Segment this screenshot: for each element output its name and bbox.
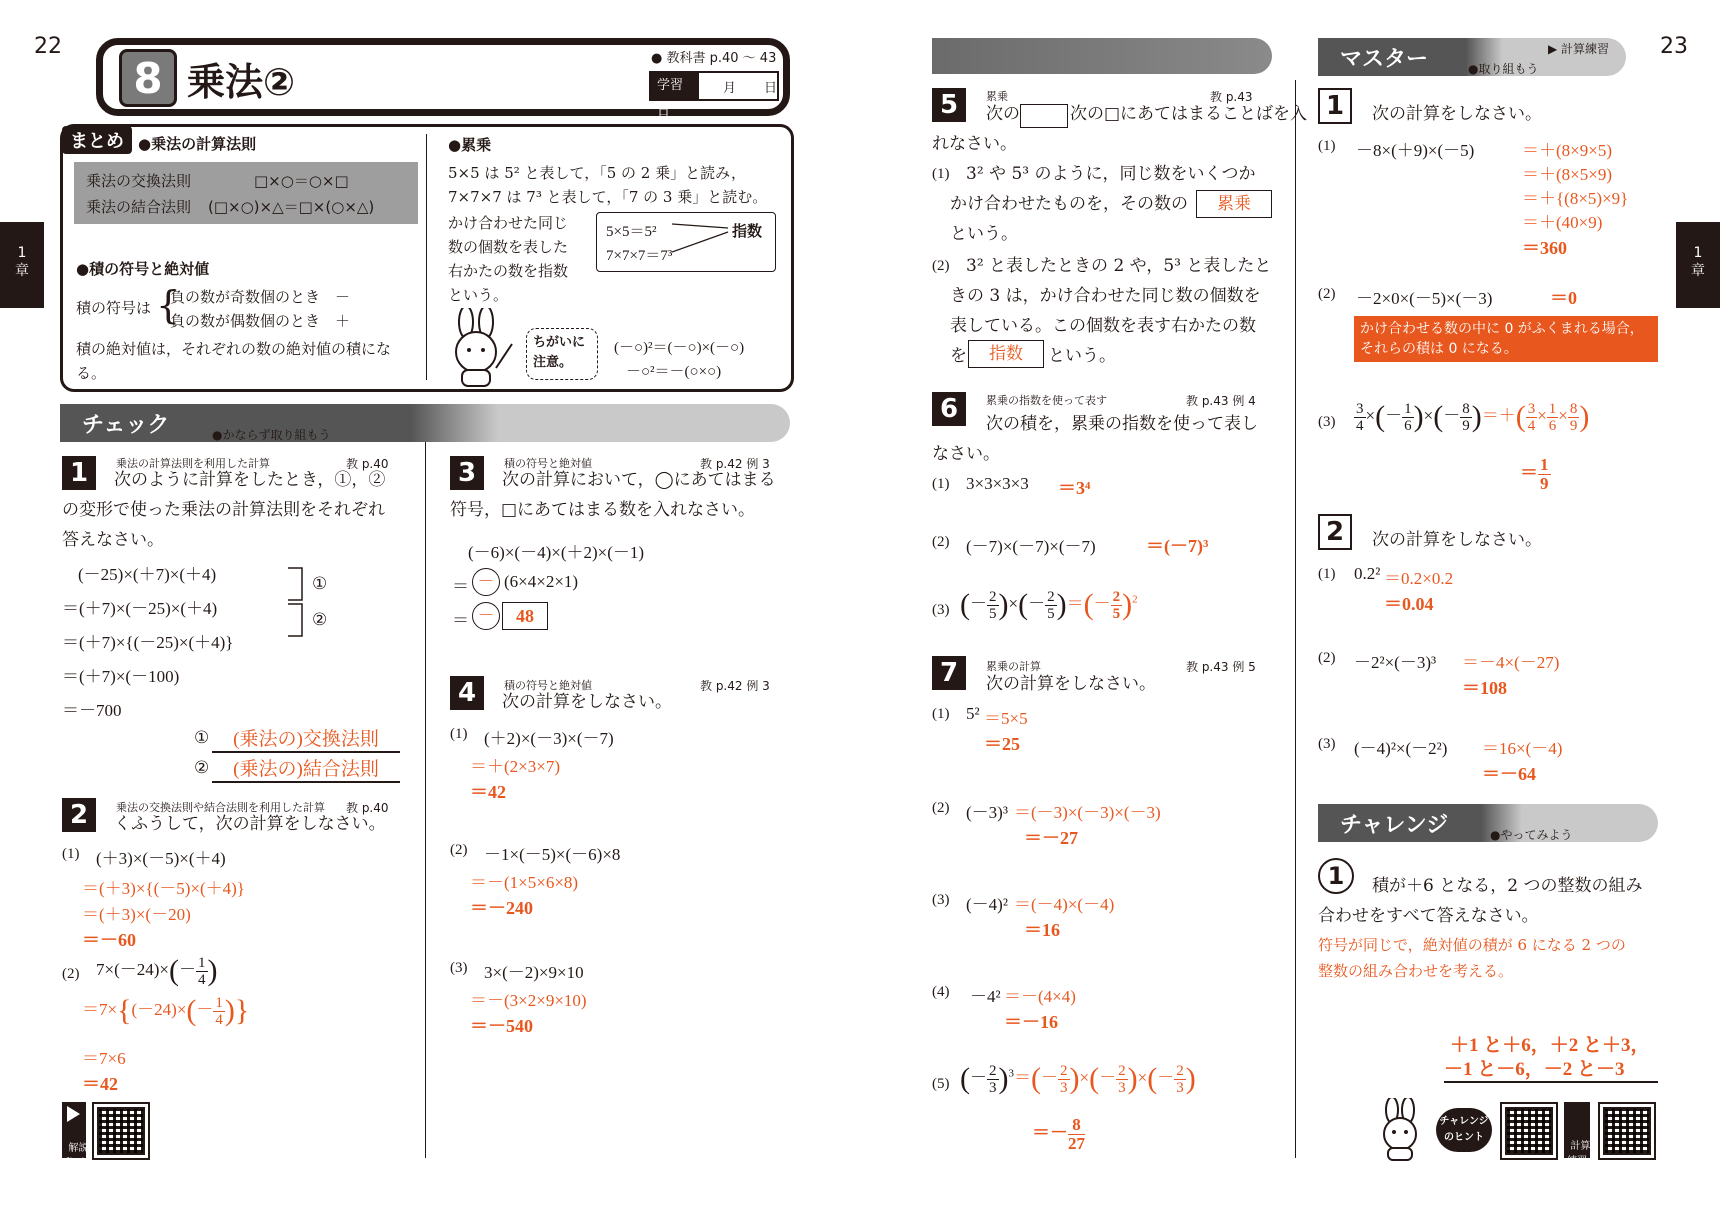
q5-p2-answer: 指数 xyxy=(968,340,1044,368)
master-q2-text: 次の計算をしなさい。 xyxy=(1372,530,1542,550)
master-q2-p1-result: ＝0.04 xyxy=(1384,594,1434,614)
study-date-day: 日 xyxy=(763,80,777,96)
challenge-answer-2: －1 と－6，－2 と－3 xyxy=(1444,1054,1658,1083)
check-q2-p2-step-1-text: ＝7× xyxy=(82,999,118,1019)
check-q3-text-2: 符号，□にあてはまる数を入れなさい。 xyxy=(450,500,756,520)
exponent-label: 指数 xyxy=(732,222,763,240)
master-badge-label: 計算練習 xyxy=(1561,42,1610,56)
check-q1-answer-2: (乗法の)結合法則 xyxy=(212,754,400,783)
master-q1-p1-step-3: ＝＋{(8×5)×9} xyxy=(1522,189,1629,208)
master-q1-p3-label: (3) xyxy=(1318,414,1336,430)
check-q1-tag: 乗法の計算法則を利用した計算 xyxy=(116,457,270,470)
q5-p2-pre: を xyxy=(950,346,967,366)
q7-p1-result: ＝25 xyxy=(984,734,1020,754)
q6-p1-label: (1) xyxy=(932,476,950,492)
practice-label: 計算 練習 xyxy=(1567,1141,1591,1167)
check-q2-p1-step-2: ＝(＋3)×(－20) xyxy=(82,905,191,924)
power-line-5: 右かたの数を指数 xyxy=(448,262,569,280)
q6-p1: 3×3×3×3 xyxy=(966,474,1029,493)
rabbit-mascot-icon xyxy=(446,308,516,388)
lesson-title: 乗法② xyxy=(187,60,296,104)
q5-p2-line-4: という。 xyxy=(1048,346,1116,366)
check-banner xyxy=(60,404,790,442)
sign-odd: 負の数が奇数個のとき － xyxy=(170,288,351,306)
master-q1-p2-label: (2) xyxy=(1318,286,1336,302)
master-q1-p1-step-1: ＝＋(8×9×5) xyxy=(1522,141,1612,160)
master-q2-p2-step: ＝－4×(－27) xyxy=(1462,653,1560,672)
q7-p4-label: (4) xyxy=(932,984,950,1000)
q6-p3-expression: (－ $\frac{2}{5}$ )×(－ $\frac{2}{5}$ )＝(－ $\frac{2}{5}$ )$^2$ xyxy=(960,588,1138,622)
q6-p1-answer: ＝3⁴ xyxy=(1058,478,1091,498)
check-q4-p3-result: ＝－540 xyxy=(470,1016,533,1036)
power-line-3: かけ合わせた同じ xyxy=(448,214,569,232)
study-date-box[interactable] xyxy=(649,71,779,119)
practice-icon[interactable] xyxy=(1564,1102,1591,1167)
q7-p1-label: (1) xyxy=(932,706,950,722)
q6-text-2: なさい。 xyxy=(932,444,1000,464)
note-1: (－○)²＝(－○)×(－○) xyxy=(614,340,745,356)
master-q1-p1: －8×(＋9)×(－5) xyxy=(1356,141,1475,160)
check-q1-ref: 教 p.40 xyxy=(346,457,389,471)
q7-p3-label: (3) xyxy=(932,892,950,908)
q5-ref: 教 p.43 xyxy=(1210,90,1253,104)
q5-text-2: れなさい。 xyxy=(932,134,1017,154)
q5-text-1-pre: 次の xyxy=(986,104,1020,124)
q7-p4: －4² xyxy=(970,987,1001,1006)
lesson-number: 8 xyxy=(119,49,177,107)
check-q1-number: 1 xyxy=(62,456,96,490)
challenge-banner xyxy=(1318,804,1658,842)
check-q1-mark-2: ② xyxy=(312,610,328,629)
sign-even: 負の数が偶数個のとき ＋ xyxy=(170,312,351,330)
master-q1-p2: －2×0×(－5)×(－3) xyxy=(1356,289,1493,308)
master-badge[interactable]: ▶ 計算練習 xyxy=(1548,42,1610,56)
master-q1-p1-step-4: ＝＋(40×9) xyxy=(1522,213,1603,232)
page-number-right: 23 xyxy=(1660,34,1688,59)
q6-p2-answer: ＝(－7)³ xyxy=(1146,536,1209,556)
check-q1-text-1: 次のように計算をしたとき，①，② xyxy=(114,470,386,490)
lesson-header xyxy=(96,38,790,119)
master-q2-p3: (－4)²×(－2²) xyxy=(1354,739,1448,758)
left-page-divider xyxy=(425,438,426,1158)
q7-p2-result: ＝－27 xyxy=(1024,828,1078,848)
master-q1-p2-result: ＝0 xyxy=(1550,288,1577,308)
check-q4-ref: 教 p.42 例 3 xyxy=(700,679,770,693)
check-q4-tag: 積の符号と絶対値 xyxy=(504,679,592,692)
q5-p2-line-2: きの 3 は，かけ合わせた同じ数の個数を xyxy=(950,286,1261,306)
note-2: －○²＝－(○×○) xyxy=(626,364,722,380)
challenge-hint-button[interactable]: チャレンジ のヒント xyxy=(1436,1108,1492,1152)
play-triangle-icon xyxy=(67,1106,80,1122)
check-q3-line-1: (－6)×(－4)×(＋2)×(－1) xyxy=(468,543,645,562)
check-q4-p1-label: (1) xyxy=(450,726,468,742)
check-q4-p1-step: ＝＋(2×3×7) xyxy=(470,757,560,776)
check-q1-answer-1: (乗法の)交換法則 xyxy=(212,724,400,753)
power-line-2: 7×7×7 は 7³ と表して，「7 の 3 乗」と読む。 xyxy=(448,188,768,206)
check-q1-text-3: 答えなさい。 xyxy=(62,530,164,550)
exponent-example-1: 5×5＝5² xyxy=(606,224,657,240)
check-q2-p2-text: 7×(－24)× xyxy=(96,959,169,979)
check-q3-line-3-eq: ＝ xyxy=(452,611,469,630)
power-heading: ●累乗 xyxy=(448,136,492,154)
q7-p4-step: ＝－(4×4) xyxy=(1004,987,1076,1006)
chapter-tab-right: 1 章 xyxy=(1676,222,1720,308)
study-date-month: 月 xyxy=(722,80,736,96)
master-q1-text: 次の計算をしなさい。 xyxy=(1372,104,1542,124)
q6-p2-label: (2) xyxy=(932,534,950,550)
associative-formula: (□×○)×△＝□×(○×△) xyxy=(208,198,375,216)
check-q2-p1-step-1: ＝(＋3)×{(－5)×(＋4)} xyxy=(82,879,245,898)
abs-text-2: る。 xyxy=(76,364,107,382)
summary-tag: まとめ xyxy=(62,126,132,154)
commutative-formula: □×○＝○×□ xyxy=(254,172,349,190)
q7-number: 7 xyxy=(932,656,966,690)
master-q2-p3-step: ＝16×(－4) xyxy=(1482,739,1563,758)
check-q2-p2-step-1: ＝7×{(－24)×(－ $\frac{1}{4}$ )} xyxy=(82,994,250,1028)
power-line-6: という。 xyxy=(448,286,509,304)
check-q1-line-4: ＝(＋7)×(－100) xyxy=(62,667,180,686)
check-q1-text-2: の変形で使った乗法の計算法則をそれぞれ xyxy=(62,500,385,520)
q6-text-1: 次の積を，累乗の指数を使って表し xyxy=(986,414,1258,434)
q5-blank-box xyxy=(1020,104,1068,128)
master-q1-hint: かけ合わせる数の中に 0 がふくまれる場合，それらの積は 0 になる。 xyxy=(1354,316,1658,362)
master-q2-p2: －2²×(－3)³ xyxy=(1354,653,1437,672)
check-q4-p3-step: ＝－(3×2×9×10) xyxy=(470,991,587,1010)
abs-text-1: 積の絶対値は，それぞれの数の絶対値の積にな xyxy=(76,340,392,358)
check-q3-number: 3 xyxy=(450,456,484,490)
q7-text: 次の計算をしなさい。 xyxy=(986,674,1156,694)
check-q2-p2-label: (2) xyxy=(62,966,80,982)
challenge-text-2: 合わせをすべて答えなさい。 xyxy=(1318,906,1539,926)
q7-p3: (－4)² xyxy=(966,895,1008,914)
q5-text-1: 次の□にあてはまることばを入 xyxy=(1070,104,1308,124)
master-banner xyxy=(1318,38,1626,76)
master-q1-p3-result: ＝ $\frac{1}{9}$ xyxy=(1520,455,1549,493)
master-q1-p1-label: (1) xyxy=(1318,138,1336,154)
exponent-example-2: 7×7×7＝7³ xyxy=(606,248,673,264)
master-q2-p1-step: ＝0.2×0.2 xyxy=(1384,569,1454,588)
right-page-divider xyxy=(1295,80,1296,1158)
q7-p3-result: ＝16 xyxy=(1024,920,1060,940)
check-q3-line-2: (6×4×2×1) xyxy=(504,572,579,591)
q5-p1-line-1: 3² や 5³ のように，同じ数をいくつか xyxy=(966,164,1256,184)
master-q1-p3-expression: $\frac{3}{4}$ ×(－ $\frac{1}{6}$ )×(－ $\frac{8}{9}$ )＝＋( $\frac{3}{4}$ × $\frac{1}{6}$ × $\frac{8}{9}$ ) xyxy=(1356,400,1590,434)
check-q2-text: くふうして，次の計算をしなさい。 xyxy=(114,814,386,834)
check-q4-p3: 3×(－2)×9×10 xyxy=(484,963,584,982)
master-q2-p3-label: (3) xyxy=(1318,736,1336,752)
q7-ref: 教 p.43 例 5 xyxy=(1186,660,1256,674)
check-q2-number: 2 xyxy=(62,798,96,832)
challenge-hint-1: 符号が同じで，絶対値の積が 6 になる 2 つの xyxy=(1318,936,1626,954)
challenge-number: 1 xyxy=(1318,858,1354,894)
q5-p1-line-2: かけ合わせたものを，その数の xyxy=(950,194,1188,214)
video-label: 解説 動画 xyxy=(64,1143,89,1169)
q6-p3-label: (3) xyxy=(932,602,950,618)
check-q1-mark-1: ① xyxy=(312,574,328,593)
check-q2-p1-result: ＝－60 xyxy=(82,930,136,950)
check-q3-sign-circle: － xyxy=(472,568,500,596)
q6-p2: (－7)×(－7)×(－7) xyxy=(966,537,1096,556)
challenge-hint-2: 整数の組み合わせを考える。 xyxy=(1318,962,1514,980)
page-number-left: 22 xyxy=(34,34,62,59)
q5-p1-label: (1) xyxy=(932,166,950,182)
check-q2-p2-result: ＝42 xyxy=(82,1074,118,1094)
exponent-pointer-lines xyxy=(672,218,732,262)
master-q1-p1-step-2: ＝＋(8×5×9) xyxy=(1522,165,1612,184)
check-q1-answer-mark-2: ② xyxy=(194,758,210,777)
check-q3-line-2-eq: ＝ xyxy=(452,577,469,596)
sign-brace: { xyxy=(156,283,181,327)
check-q3-tag: 積の符号と絶対値 xyxy=(504,457,592,470)
q5-p2-line-3: 表している。この個数を表す右かたの数 xyxy=(950,316,1256,336)
q7-p2: (－3)³ xyxy=(966,803,1008,822)
check-q1-line-3: ＝(＋7)×{(－25)×(＋4)} xyxy=(62,633,234,652)
q7-p5-result-prefix: ＝－ xyxy=(1032,1122,1068,1143)
master-q2-p1: 0.2² xyxy=(1354,564,1381,583)
check-q1-line-1: (－25)×(＋7)×(＋4) xyxy=(78,565,217,584)
check-q3-ref: 教 p.42 例 3 xyxy=(700,457,770,471)
q5-number: 5 xyxy=(932,88,966,122)
challenge-title: チャレンジ xyxy=(1340,813,1449,838)
q6-tag: 累乗の指数を使って表す xyxy=(986,394,1107,407)
fraction-1-4-orange: $\frac{1}{4}$ xyxy=(215,994,223,1028)
check-q1-answer-mark-1: ① xyxy=(194,728,210,747)
challenge-text-1: 積が＋6 となる，2 つの整数の組み xyxy=(1372,876,1643,896)
check-q2-p2: 7×(－24)×(－ $\frac{1}{4}$ ) xyxy=(96,954,218,988)
q5-p1-answer: 累乗 xyxy=(1196,190,1272,218)
rules-heading: ●乗法の計算法則 xyxy=(138,135,257,153)
check-q4-p3-label: (3) xyxy=(450,960,468,976)
chapter-tab-left: 1 章 xyxy=(0,222,44,308)
q7-p2-label: (2) xyxy=(932,800,950,816)
q5-p2-label: (2) xyxy=(932,258,950,274)
check-q4-number: 4 xyxy=(450,676,484,710)
master-q1-p1-result: ＝360 xyxy=(1522,238,1567,258)
check-q1-line-5: ＝－700 xyxy=(62,701,122,720)
check-q2-ref: 教 p.40 xyxy=(346,801,389,815)
q5-tag: 累乗 xyxy=(986,90,1008,103)
q6-number: 6 xyxy=(932,392,966,426)
check-q4-p1-result: ＝42 xyxy=(470,782,506,802)
fraction-1-4: $\frac{1}{4}$ xyxy=(198,954,206,988)
textbook-ref: ● 教科書 p.40 ～ 43 xyxy=(651,51,777,66)
master-q2-number: 2 xyxy=(1318,514,1352,550)
master-subtitle: ●取り組もう xyxy=(1468,62,1539,76)
rabbit-mascot-icon-2 xyxy=(1376,1098,1432,1162)
check-q3-sign-circle-2: － xyxy=(472,602,500,630)
check-q4-p1: (＋2)×(－3)×(－7) xyxy=(484,729,614,748)
check-subtitle: ●かならず取り組もう xyxy=(212,428,331,442)
check-q4-p2-label: (2) xyxy=(450,842,468,858)
master-q2-p3-result: ＝－64 xyxy=(1482,764,1536,784)
q7-p5-label: (5) xyxy=(932,1076,950,1092)
challenge-subtitle: ●やってみよう xyxy=(1490,828,1573,842)
power-line-1: 5×5 は 5² と表して，「5 の 2 乗」と読み， xyxy=(448,164,747,182)
check-q2-p2-step-2: ＝7×6 xyxy=(82,1049,126,1068)
check-q3-value-box: 48 xyxy=(502,602,548,630)
commutative-label: 乗法の交換法則 xyxy=(86,172,192,190)
associative-label: 乗法の結合法則 xyxy=(86,198,192,216)
check-title: チェック xyxy=(82,413,170,438)
check-q2-tag: 乗法の交換法則や結合法則を利用した計算 xyxy=(116,801,325,814)
check-q3-text-1: 次の計算において，◯にあてはまる xyxy=(502,470,776,490)
master-q2-p2-result: ＝108 xyxy=(1462,678,1507,698)
master-title: マスター xyxy=(1340,47,1429,72)
challenge-answer-1: ＋1 と＋6，＋2 と＋3， xyxy=(1450,1035,1650,1056)
q7-p5-result: ＝－ $\frac{8}{27}$ xyxy=(1032,1115,1085,1153)
q5-p1-line-3: という。 xyxy=(950,224,1018,244)
study-date-label: 学習日 xyxy=(651,73,699,99)
sign-heading: ●積の符号と絶対値 xyxy=(76,260,210,278)
power-line-4: 数の個数を表した xyxy=(448,238,569,256)
q7-p1: 5² xyxy=(966,704,980,723)
q5-p2-line-1: 3² と表したときの 2 や，5³ と表したと xyxy=(966,256,1272,276)
practice-qr-code[interactable] xyxy=(1598,1102,1656,1160)
q7-tag: 累乗の計算 xyxy=(986,660,1041,673)
speech-bubble: ちがいに 注意。 xyxy=(526,328,598,380)
master-q2-p1-label: (1) xyxy=(1318,566,1336,582)
check-q2-p1-label: (1) xyxy=(62,846,80,862)
q7-p1-step: ＝5×5 xyxy=(984,709,1028,728)
video-qr-code[interactable] xyxy=(92,1102,150,1160)
q7-p5-expression: (－ $\frac{2}{3}$ )$^3$＝(－ $\frac{2}{3}$ )×(－ $\frac{2}{3}$ )×(－ $\frac{2}{3}$ ) xyxy=(960,1062,1196,1096)
q6-ref: 教 p.43 例 4 xyxy=(1186,394,1256,408)
q7-p4-result: ＝－16 xyxy=(1004,1012,1058,1032)
check-q4-p2-result: ＝－240 xyxy=(470,898,533,918)
check-q4-p2: －1×(－5)×(－6)×8 xyxy=(484,845,621,864)
summary-divider xyxy=(426,134,427,380)
check-q1-line-2: ＝(＋7)×(－25)×(＋4) xyxy=(62,599,218,618)
sign-intro: 積の符号は xyxy=(76,299,152,317)
check-q4-text: 次の計算をしなさい。 xyxy=(502,692,672,712)
check-q2-p1: (＋3)×(－5)×(＋4) xyxy=(96,849,226,868)
master-q1-number: 1 xyxy=(1318,88,1352,124)
right-top-banner xyxy=(932,38,1272,74)
q7-p3-step: ＝(－4)×(－4) xyxy=(1014,895,1115,914)
check-q4-p2-step: ＝－(1×5×6×8) xyxy=(470,873,579,892)
q7-p2-step: ＝(－3)×(－3)×(－3) xyxy=(1014,803,1161,822)
master-q2-p2-label: (2) xyxy=(1318,650,1336,666)
challenge-hint-qr-code[interactable] xyxy=(1500,1102,1558,1160)
